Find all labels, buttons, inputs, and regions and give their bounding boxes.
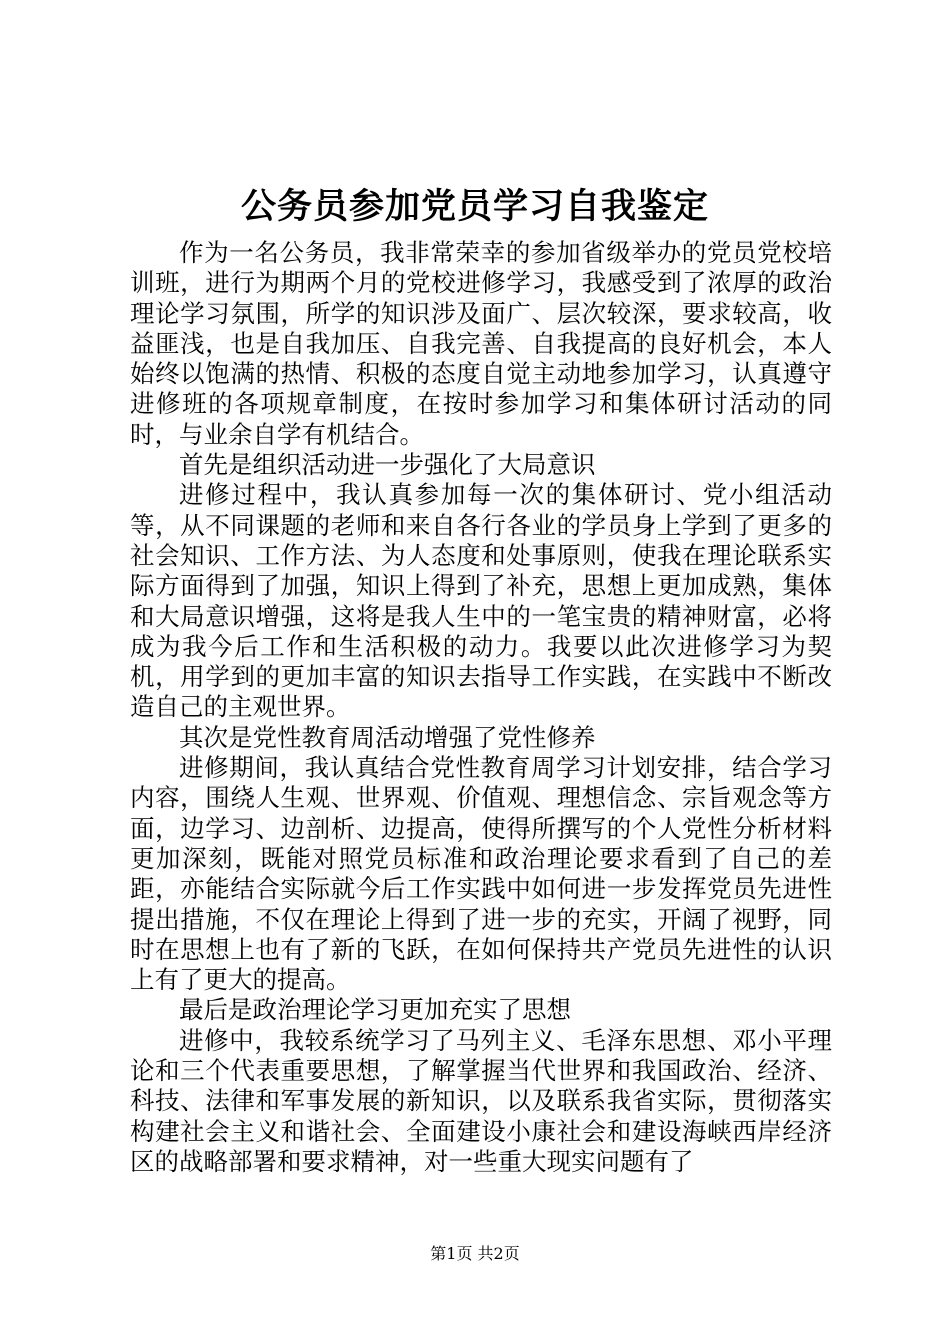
document-body: [130, 238, 832, 1177]
section-heading-3: 最后是政治理论学习更加充实了思想: [179, 995, 571, 1025]
paragraph-section-3: 进修中，我较系统学习了马列主义、毛泽东思想、邓小平理论和三个代表重要思想，了解掌握当代世界和我国政治、经济、科技、法律和军事发展的新知识，以及联系我省实际，贯彻落实构建社会主义和谐社会、全面建设小康社会和建设海峡西岸经济区的战略部署和要求精神，对一些重大现实问题有了: [130, 1025, 832, 1176]
paragraph-section-1: 进修过程中，我认真参加每一次的集体研讨、党小组活动等，从不同课题的老师和来自各行各业的学员身上学到了更多的社会知识、工作方法、为人态度和处事原则，使我在理论联系实际方面得到了加强，知识上得到了补充，思想上更加成熟，集体和大局意识增强，这将是我人生中的一笔宝贵的精神财富，必将成为我今后工作和生活积极的动力。我要以此次进修学习为契机，用学到的更加丰富的知识去指导工作实践，在实践中不断改造自己的主观世界。: [130, 480, 832, 722]
paragraph-intro: 作为一名公务员，我非常荣幸的参加省级举办的党员党校培训班，进行为期两个月的党校进修学习，我感受到了浓厚的政治理论学习氛围，所学的知识涉及面广、层次较深，要求较高，收益匪浅，也是自我加压、自我完善、自我提高的良好机会，本人始终以饱满的热情、积极的态度自觉主动地参加学习，认真遵守进修班的各项规章制度，在按时参加学习和集体研讨活动的同时，与业余自学有机结合。: [130, 238, 832, 449]
section-heading-1: 首先是组织活动进一步强化了大局意识: [179, 450, 596, 480]
paragraph-section-2: 进修期间，我认真结合党性教育周学习计划安排，结合学习内容，围绕人生观、世界观、价值观、理想信念、宗旨观念等方面，边学习、边剖析、边提高，使得所撰写的个人党性分析材料更加深刻，既能对照党员标准和政治理论要求看到了自己的差距，亦能结合实际就今后工作实践中如何进一步发挥党员先进性提出措施，不仅在理论上得到了进一步的充实，开阔了视野，同时在思想上也有了新的飞跃，在如何保持共产党员先进性的认识上有了更大的提高。: [130, 753, 832, 995]
document-title: 公务员参加党员学习自我鉴定: [240, 186, 709, 227]
section-heading-2: 其次是党性教育周活动增强了党性修养: [179, 722, 596, 752]
page-footer: 第1页 共2页: [430, 1244, 520, 1263]
